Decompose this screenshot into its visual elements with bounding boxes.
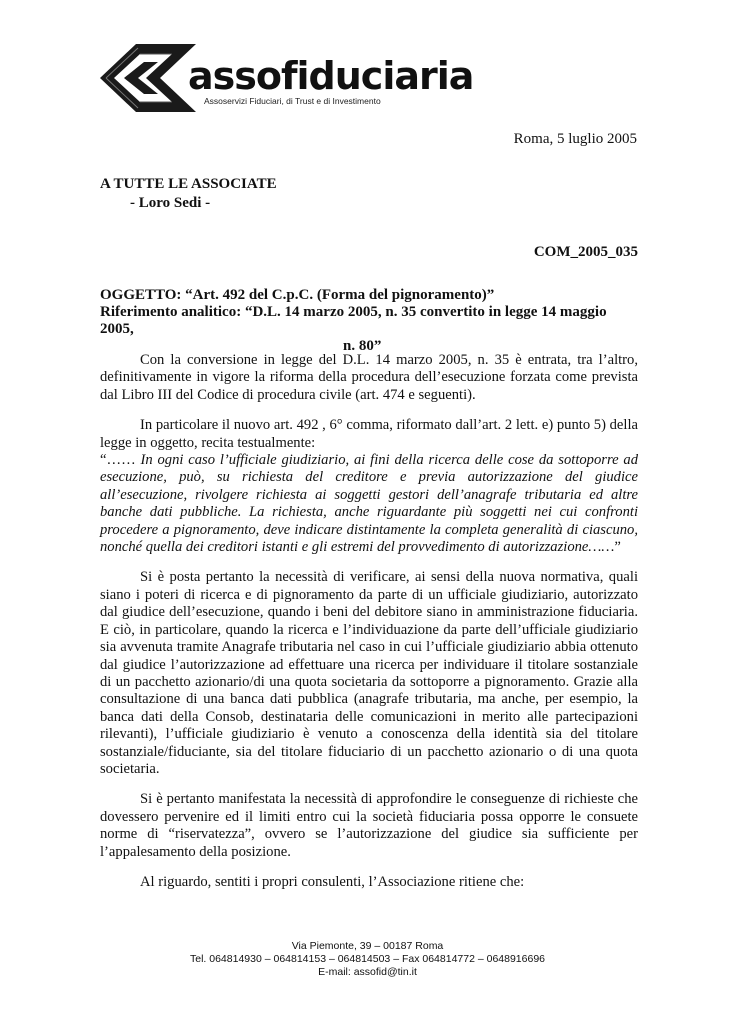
reference-line-continued: n. 80” bbox=[343, 338, 382, 354]
quote-close-mark: ” bbox=[614, 539, 621, 556]
footer-address: Via Piemonte, 39 – 00187 Roma bbox=[291, 940, 444, 952]
subject-block bbox=[100, 287, 640, 355]
paragraph: Si è posta pertanto la necessità di verificare, ai sensi della nuova normativa, quali siano i poteri di ricerca e di pignoramento da parte di un ufficiale giudiziario, autorizzato dal giudice dell’esecuzione, quando i beni del debitore siano in amministrazione fiduciaria. E ciò, in particolare, quando la ricerca e l’individuazione da parte dell’ufficiale giudiziario sia avvenuta tramite Anagrafe tributaria nel caso in cui l’ufficiale giudiziario abbia ottenuto dal giudice l’autorizzazione ad effettuare una ricerca per individuare il titolare sostanziale di un pacchetto azionario/di una quota societaria da sottoporre a pignoramento. Grazie alla consultazione di una banca dati pubblica (anagrafe tributaria, ma anche, per esempio, la banca dati della Consob, destinataria delle comunicazioni in merito alle partecipazioni rilevanti), l’ufficiale giudiziario è venuto a conoscenza della identità sia del titolare sostanziale/fiduciante, sia del titolare fiduciario di un pacchetto azionario o di una quota societaria. bbox=[100, 569, 638, 777]
paragraph: Al riguardo, sentiti i propri consulenti, l’Associazione ritiene che: bbox=[140, 873, 525, 890]
reference-line: Riferimento analitico: “D.L. 14 marzo 2005, n. 35 convertito in legge 14 maggio 2005, bbox=[100, 304, 607, 337]
law-quotation bbox=[100, 452, 638, 556]
footer-email: E-mail: assofid@tin.it bbox=[318, 966, 417, 978]
addressee-block bbox=[100, 175, 277, 213]
addressee-line: A TUTTE LE ASSOCIATE bbox=[100, 176, 277, 192]
quote-text: In ogni caso l’ufficiale giudiziario, ai fini della ricerca delle cose da sottoporre ad esecuzione, può, su richiesta del creditore e previa autorizzazione del giudice all’esecuzione, rivolgere richiesta ai soggetti gestori dell’anagrafe tributaria ed altre banche dati pubbliche. La richiesta, anche riguardante più soggetti nei cui confronti procedere a pignoramento, deve indicare distintamente la completa generalità di ciascuno, nonché quella dei creditori istanti e gli estremi del provvedimento di autorizzazione…… bbox=[100, 452, 638, 556]
assofiduciaria-logo bbox=[100, 42, 474, 114]
logo-wordmark: assofiduciaria bbox=[188, 54, 474, 98]
subject-line: OGGETTO: “Art. 492 del C.p.C. (Forma del pignoramento)” bbox=[100, 287, 495, 303]
paragraph: Con la conversione in legge del D.L. 14 marzo 2005, n. 35 è entrata, tra l’altro, definitivamente in vigore la riforma della procedura dell’esecuzione forzata come prevista dal Libro III del Codice di procedura civile (art. 474 e seguenti). bbox=[100, 352, 638, 403]
paragraph: Si è pertanto manifestata la necessità di approfondire le conseguenze di richieste che dovessero pervenire ed il limiti entro cui la società fiduciaria possa opporre le consuete norme di “riservatezza”, ovvero se l’autorizzazione del giudice sia sufficiente per l’appalesamento della posizione. bbox=[100, 791, 638, 860]
footer-phones: Tel. 064814930 – 064814153 – 064814503 – Fax 064814772 – 0648916696 bbox=[190, 953, 545, 965]
quote-open-mark: “…… bbox=[100, 452, 136, 469]
letter-body bbox=[100, 352, 638, 904]
letter-date: Roma, 5 luglio 2005 bbox=[513, 131, 637, 147]
logo-tagline: Assoservizi Fiduciari, di Trust e di Investimento bbox=[204, 96, 381, 106]
diamond-logo-icon bbox=[100, 42, 200, 114]
protocol-number: COM_2005_035 bbox=[533, 244, 638, 260]
addressee-subline: - Loro Sedi - bbox=[130, 195, 211, 211]
footer bbox=[0, 940, 735, 979]
paragraph: In particolare il nuovo art. 492 , 6° comma, riformato dall’art. 2 lett. e) punto 5) della legge in oggetto, recita testualmente: bbox=[100, 417, 638, 451]
